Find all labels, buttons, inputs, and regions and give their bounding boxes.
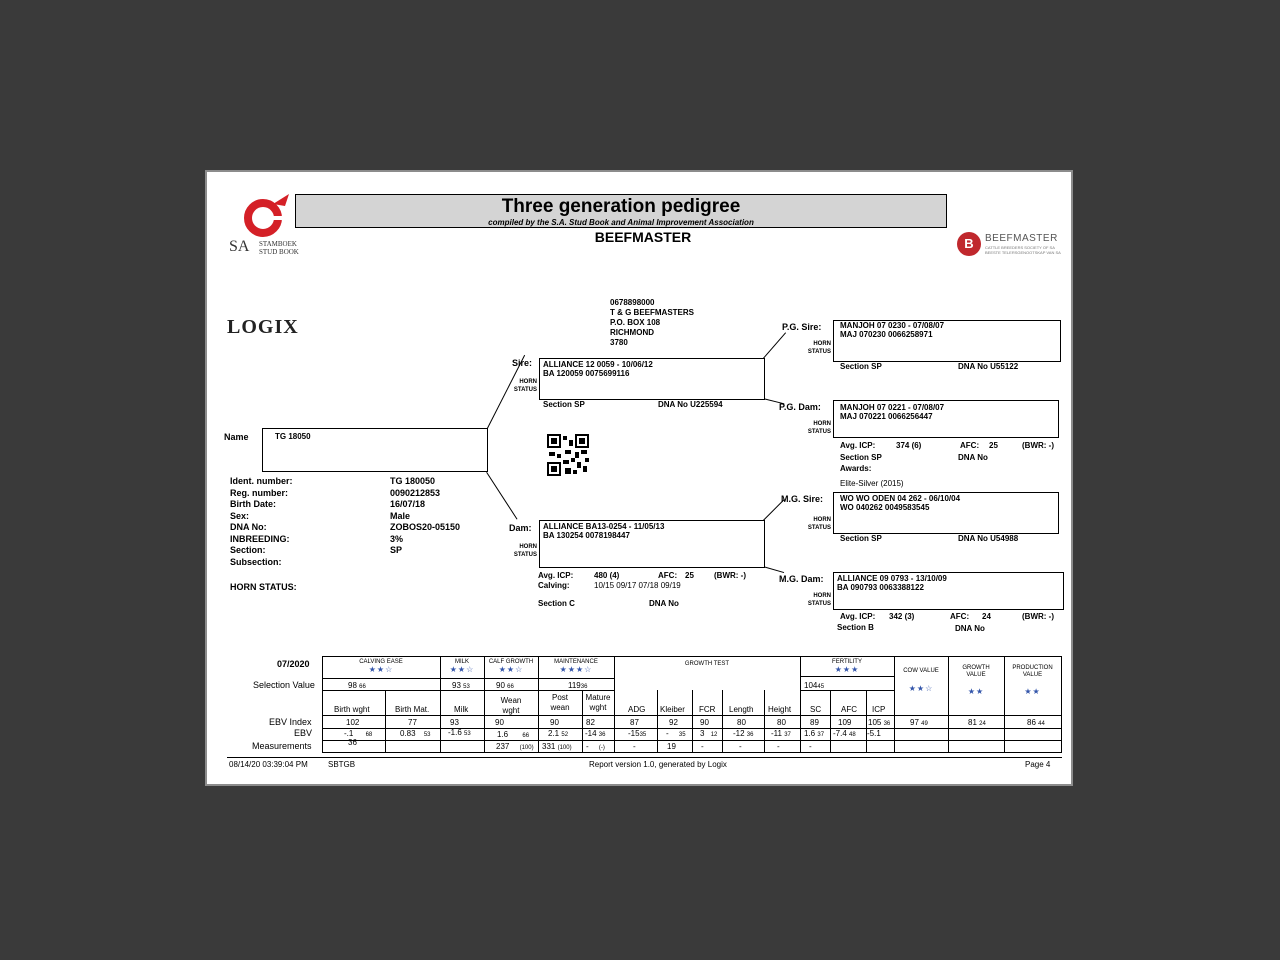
pedigree-document: [205, 170, 1073, 786]
pg-dam-section: Section SP: [840, 453, 882, 462]
inbreeding-value: 3%: [390, 533, 404, 544]
idx-cow-value: 97 49: [910, 718, 928, 727]
v9: [722, 690, 723, 753]
mg-sire-section: Section SP: [840, 534, 882, 543]
breeder-name: T & G BEEFMASTERS: [610, 308, 695, 317]
pg-sire-section: Section SP: [840, 362, 882, 371]
dam-avg-icp: 480 (4): [594, 571, 620, 580]
col-height: Height: [768, 705, 792, 714]
pg-dam-line1: MANJOH 07 0221 - 07/08/07: [840, 403, 945, 412]
cow-value-stars: ★★☆: [908, 684, 934, 693]
beefmaster-logo-name: BEEFMASTER: [985, 233, 1058, 244]
sire-section: Section SP: [543, 400, 585, 409]
col-wean-wght: Wean wght: [500, 696, 522, 715]
horn-status-label: HORN STATUS:: [230, 582, 297, 592]
meas-sc: -: [809, 742, 812, 751]
col-mature-wght: Mature wght: [585, 693, 611, 712]
sire-label: Sire:: [512, 358, 533, 368]
col-birth-wght: Birth wght: [334, 705, 370, 714]
meas-adg: -: [633, 742, 636, 751]
col-adg: ADG: [628, 705, 646, 714]
idx-milk: 93: [450, 718, 459, 727]
ebv-icp: -5.1: [867, 729, 881, 738]
calving-ease-stars: ★★☆: [368, 665, 394, 674]
dam-calving-label: Calving:: [538, 581, 570, 590]
pg-dam-award: Elite-Silver (2015): [840, 479, 904, 488]
mg-dam-afc: 24: [982, 612, 991, 621]
row-label-measurements: Measurements: [252, 741, 312, 751]
meas-wean: 237 (100): [496, 742, 534, 751]
group-milk: MILK ★★☆: [440, 659, 484, 674]
dam-bwr: (BWR: -): [714, 571, 746, 580]
v7: [657, 690, 658, 753]
mg-sire-box: [833, 492, 1059, 534]
idx-birth-mat: 77: [408, 718, 417, 727]
table-fertility-line: [800, 676, 894, 677]
col-milk: Milk: [454, 705, 469, 714]
pg-dam-bwr: (BWR: -): [1022, 441, 1054, 450]
ebv-post-wean: 2.1 52: [548, 729, 569, 738]
sel-maintenance: 11936: [568, 681, 588, 690]
v13: [866, 690, 867, 753]
production-value-stars: ★★: [1024, 687, 1041, 696]
ebv-sc: 1.6 37: [804, 729, 825, 738]
qr-code: [547, 434, 589, 476]
ebv-wean: 1.6 66: [497, 730, 530, 739]
pg-dam-label: P.G. Dam:: [779, 402, 821, 412]
table-fertility-line2: [800, 690, 894, 691]
connector-sire-pgsire: [763, 332, 786, 358]
dam-dna: DNA No: [649, 599, 679, 608]
table-header-line: [322, 678, 614, 679]
section-value: SP: [390, 545, 403, 555]
dna-label: DNA No:: [230, 522, 267, 532]
col-icp: ICP: [872, 705, 886, 714]
pg-dam-dna: DNA No: [958, 453, 988, 462]
ebv-kleiber: - 35: [666, 729, 686, 738]
mg-dam-section: Section B: [837, 623, 874, 632]
mg-dam-avg-icp: 342 (3): [889, 612, 915, 621]
mg-dam-box: [833, 572, 1064, 610]
col-kleiber: Kleiber: [660, 705, 685, 714]
v8: [692, 690, 693, 753]
mg-dam-line2: BA 090793 0063388122: [837, 583, 924, 592]
subsection-label: Subsection:: [230, 556, 282, 567]
idx-birth-wght: 102: [346, 718, 360, 727]
birthdate-label: Birth Date:: [230, 499, 277, 509]
dam-box: [539, 520, 765, 568]
idx-sc: 89: [810, 718, 819, 727]
idx-icp: 105 36: [868, 718, 891, 727]
logo-studbook-text: STUD BOOK: [259, 248, 299, 256]
beefmaster-logo-tag2: BEESTE TELERSGENOOTSKAP VAN SA: [985, 250, 1061, 255]
ebv-fcr: 3 12: [700, 729, 718, 738]
mg-sire-label: M.G. Sire:: [781, 494, 824, 504]
animal-name: TG 18050: [275, 432, 311, 441]
sire-line1: ALLIANCE 12 0059 - 10/06/12: [543, 360, 653, 369]
meas-birth-wght: 36: [348, 738, 357, 747]
sel-calving-ease: 98 66: [348, 681, 366, 690]
idx-growth-value: 81 24: [968, 718, 986, 727]
footer-report: Report version 1.0, generated by Logix: [589, 760, 727, 769]
sex-label: Sex:: [230, 510, 250, 521]
row-label-selection: Selection Value: [253, 680, 315, 690]
dam-calving: 10/15 09/17 07/18 09/19: [594, 581, 681, 590]
milk-stars: ★★☆: [449, 665, 475, 674]
idx-mature: 82: [586, 718, 595, 727]
footer-timestamp: 08/14/20 03:39:04 PM: [229, 760, 308, 769]
mg-sire-dna: DNA No U54988: [958, 534, 1019, 543]
v6: [614, 656, 615, 753]
dam-line2: BA 130254 0078198447: [543, 531, 630, 540]
sel-fertility: 10445: [804, 681, 825, 690]
meas-length: -: [739, 742, 742, 751]
section-label: Section:: [230, 545, 266, 555]
ebv-height: -11 37: [771, 729, 791, 738]
dam-horn-status: HORN STATUS: [513, 544, 537, 558]
group-growth-test: GROWTH TEST: [684, 661, 730, 667]
ebv-length: -12 36: [733, 729, 754, 738]
pg-sire-box: [833, 320, 1061, 362]
ebv-adg: -1535: [628, 729, 647, 738]
breeder-town: RICHMOND: [610, 328, 654, 337]
sel-milk: 93 53: [452, 681, 470, 690]
row-label-ebv-index: EBV Index: [269, 717, 312, 727]
ebv-birth-wght: -.1 68: [344, 729, 373, 738]
pg-dam-awards-label: Awards:: [840, 464, 872, 473]
idx-height: 80: [777, 718, 786, 727]
logo-stamboek-text: STAMBOEK: [259, 240, 297, 248]
mg-dam-bwr: (BWR: -): [1022, 612, 1054, 621]
calf-growth-stars: ★★☆: [498, 665, 524, 674]
reg-label: Reg. number:: [230, 487, 289, 498]
group-growth-value: GROWTH VALUE ★★: [948, 665, 1004, 695]
idx-afc: 109: [838, 718, 852, 727]
meas-fcr: -: [701, 742, 704, 751]
reg-value: 0090212853: [390, 487, 441, 498]
ebv-afc: -7.4 48: [833, 729, 856, 738]
mg-sire-horn-status: HORN STATUS: [807, 517, 831, 531]
group-production-value: PRODUCTION VALUE ★★: [1004, 665, 1061, 695]
meas-mature: - (-): [586, 742, 605, 751]
logo-sa-text: SA: [229, 238, 250, 255]
title-bar: [295, 194, 947, 228]
mg-sire-line2: WO 040262 0049583545: [840, 503, 930, 512]
ebv-date: 07/2020: [277, 659, 310, 669]
mg-dam-afc-label: AFC:: [950, 612, 970, 621]
breeder-address: [610, 298, 694, 348]
ebv-mature: -14 36: [585, 729, 606, 738]
sire-dna: DNA No U225594: [658, 400, 723, 409]
pg-dam-avg-icp-label: Avg. ICP:: [840, 441, 876, 450]
dam-label: Dam:: [509, 523, 532, 533]
animal-name-box: [262, 428, 488, 472]
birthdate-value: 16/07/18: [390, 499, 426, 509]
idx-wean: 90: [495, 718, 504, 727]
page-title: Three generation pedigree: [501, 196, 741, 217]
beefmaster-logo-tag1: CATTLE BREEDERS SOCIETY OF SA: [985, 245, 1055, 250]
pg-sire-line1: MANJOH 07 0230 - 07/08/07: [840, 321, 945, 330]
group-maintenance: MAINTENANCE ★★★☆: [538, 659, 614, 674]
breed-name: BEEFMASTER: [594, 229, 692, 245]
inbreeding-label: INBREEDING:: [230, 533, 290, 544]
name-label: Name: [224, 432, 249, 442]
sire-line2: BA 120059 0075699116: [543, 369, 630, 378]
page-subtitle: compiled by the S.A. Stud Book and Animal Improvement Association: [488, 218, 754, 227]
pg-sire-horn-status: HORN STATUS: [807, 341, 831, 355]
mg-dam-avg-icp-label: Avg. ICP:: [840, 612, 876, 621]
dam-afc-label: AFC:: [658, 571, 678, 580]
ebv-birth-mat: 0.83 53: [400, 729, 431, 738]
beefmaster-logo: [955, 230, 1065, 260]
idx-length: 80: [737, 718, 746, 727]
col-birth-mat: Birth Mat.: [395, 705, 430, 714]
col-post-wean: Post wean: [550, 693, 570, 712]
footer-code: SBTGB: [328, 760, 356, 769]
sire-horn-status: HORN STATUS: [513, 379, 537, 393]
pg-sire-dna: DNA No U55122: [958, 362, 1019, 371]
dam-line1: ALLIANCE BA13-0254 - 11/05/13: [543, 522, 665, 531]
idx-production-value: 86 44: [1027, 718, 1045, 727]
pg-sire-line2: MAJ 070230 0066258971: [840, 330, 933, 339]
mg-dam-dna: DNA No: [955, 624, 985, 633]
table-selection-line: [322, 690, 614, 691]
sire-box: [539, 358, 765, 400]
meas-kleiber: 19: [667, 742, 676, 751]
sex-value: Male: [390, 510, 411, 521]
v12: [830, 690, 831, 753]
stud-book-symbol-icon: [237, 192, 297, 240]
col-afc: AFC: [841, 705, 857, 714]
table-top-line: [322, 656, 1062, 657]
mg-dam-label: M.G. Dam:: [779, 574, 824, 584]
footer-page: Page 4: [1025, 760, 1051, 769]
group-calf-growth: CALF GROWTH ★★☆: [484, 659, 538, 674]
group-fertility: FERTILITY ★★★: [800, 659, 894, 674]
idx-adg: 87: [630, 718, 639, 727]
breeder-postcode: 3780: [610, 338, 628, 347]
v1: [385, 690, 386, 753]
fertility-stars: ★★★: [834, 665, 860, 674]
footer-rule: [227, 757, 1062, 758]
v10: [764, 690, 765, 753]
ebv-milk: -1.6 53: [448, 728, 471, 737]
pg-sire-label: P.G. Sire:: [782, 322, 822, 332]
animal-details: [230, 476, 500, 568]
mg-dam-line1: ALLIANCE 09 0793 - 13/10/09: [837, 574, 947, 583]
v17: [1061, 656, 1062, 753]
pg-dam-afc: 25: [989, 441, 998, 450]
pg-dam-box: [833, 400, 1059, 438]
beefmaster-b-icon: B: [957, 232, 981, 256]
ebv-table: [322, 656, 1062, 754]
idx-post-wean: 90: [550, 718, 559, 727]
growth-value-stars: ★★: [967, 687, 985, 696]
group-cow-value: COW VALUE ★★☆: [894, 668, 948, 693]
mg-dam-horn-status: HORN STATUS: [807, 593, 831, 607]
breeder-phone: 0678898000: [610, 298, 655, 307]
ident-value: TG 180050: [390, 476, 436, 486]
dam-section: Section C: [538, 599, 575, 608]
pg-dam-horn-status: HORN STATUS: [807, 421, 831, 435]
meas-height: -: [777, 742, 780, 751]
row-label-ebv: EBV: [294, 728, 313, 738]
dam-afc: 25: [685, 571, 694, 580]
sel-calf-growth: 90 66: [496, 681, 514, 690]
mg-sire-line1: WO WO ODEN 04 262 - 06/10/04: [840, 494, 961, 503]
col-fcr: FCR: [699, 705, 716, 714]
ident-label: Ident. number:: [230, 476, 293, 486]
col-sc: SC: [810, 705, 822, 714]
group-calving-ease: CALVING EASE ★★☆: [322, 659, 440, 674]
connector-dam-mgdam: [763, 566, 784, 573]
pg-dam-line2: MAJ 070221 0066256447: [840, 412, 933, 421]
col-length: Length: [729, 705, 754, 714]
breeder-pobox: P.O. BOX 108: [610, 318, 661, 327]
idx-fcr: 90: [700, 718, 709, 727]
logix-logo: LOGIX: [227, 316, 299, 338]
meas-post-wean: 331 (100): [542, 742, 572, 751]
pg-dam-afc-label: AFC:: [960, 441, 980, 450]
dna-value: ZOBOS20-05150: [390, 522, 461, 532]
dam-avg-icp-label: Avg. ICP:: [538, 571, 574, 580]
pg-dam-avg-icp: 374 (6): [896, 441, 922, 450]
maintenance-stars: ★★★☆: [559, 665, 593, 674]
idx-kleiber: 92: [669, 718, 678, 727]
